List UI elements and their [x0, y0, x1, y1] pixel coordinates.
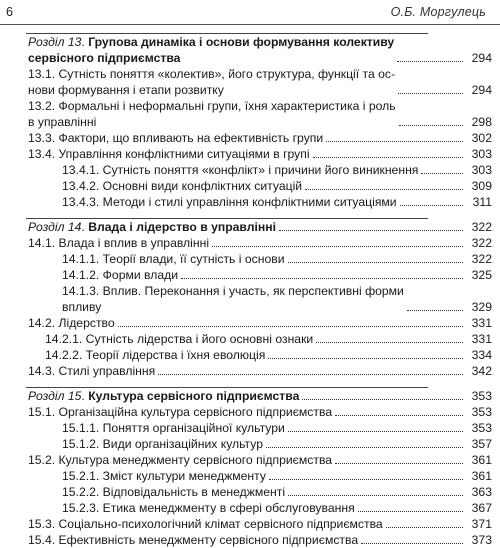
dot-leader	[335, 463, 463, 464]
chapter-label: Розділ 14	[28, 220, 82, 234]
toc-subsection-entry[interactable]	[0, 436, 500, 452]
toc-entry-line: 14.1.1. Теорії влади, її сутність і основи	[62, 252, 285, 266]
dot-leader	[212, 246, 463, 247]
dot-leader	[288, 431, 463, 432]
dot-leader	[421, 173, 463, 174]
toc-page-number: 309	[471, 179, 492, 193]
toc-page-number: 353	[471, 389, 492, 403]
toc-section-entry[interactable]	[0, 98, 500, 130]
toc-entry-line: 14.1.2. Форми влади	[62, 268, 179, 282]
dot-leader	[400, 205, 463, 206]
toc-subsection-entry[interactable]	[0, 178, 500, 194]
toc-entry-line: 15.2.1. Зміст культури менеджменту	[62, 469, 266, 483]
running-head	[0, 0, 500, 27]
toc-entry-line: 13.4.3. Методи і стилі управління конфліктними ситуаціями	[62, 195, 397, 209]
toc-section-entry[interactable]	[0, 516, 500, 532]
toc-page-number: 329	[471, 300, 492, 314]
chapter-rule	[26, 218, 428, 219]
chapter-title: Культура сервісного підприємства	[88, 389, 300, 403]
chapter-title-line: Розділ 13. Групова динаміка і основи формування колективу	[28, 35, 395, 49]
toc-chapter-entry[interactable]	[0, 388, 500, 404]
dot-leader	[358, 511, 463, 512]
toc-entry-line: 13.2. Формальні і неформальні групи, їхня характеристика і роль	[28, 99, 396, 113]
toc-entry-line: 15.4. Ефективність менеджменту сервісного підприємства	[28, 533, 359, 547]
toc-section-entry[interactable]	[0, 363, 500, 379]
dot-leader	[316, 342, 463, 343]
toc-page-number: 303	[471, 163, 492, 177]
toc-page-number: 361	[471, 453, 492, 467]
toc-subsection-entry[interactable]	[0, 347, 500, 363]
toc-subsection-entry[interactable]	[0, 194, 500, 210]
toc-entry-line: 15.2. Культура менеджменту сервісного підприємства	[28, 453, 333, 467]
chapter-title-line: Розділ 14. Влада і лідерство в управлінні	[28, 220, 277, 234]
toc-entry-line: 13.4.1. Сутність поняття «конфлікт» і причини його виникнення	[62, 163, 419, 177]
toc-page-number: 342	[471, 364, 492, 378]
running-head-author: О.Б. Моргулець	[390, 5, 486, 19]
toc-entry-line: 13.1. Сутність поняття «колектив», його структура, функції та ос-	[28, 67, 396, 81]
dot-leader	[313, 157, 463, 158]
toc-page-number: 325	[471, 268, 492, 282]
toc-section-entry[interactable]	[0, 130, 500, 146]
toc-page-number: 353	[471, 421, 492, 435]
toc-entry-line: 14.1. Влада і вплив в управлінні	[28, 236, 210, 250]
chapter-rule	[26, 33, 428, 34]
dot-leader	[268, 358, 463, 359]
dot-leader	[181, 278, 463, 279]
toc-chapter-entry[interactable]	[0, 219, 500, 235]
dot-leader	[397, 61, 463, 62]
toc-subsection-entry[interactable]	[0, 162, 500, 178]
toc-subsection-entry[interactable]	[0, 267, 500, 283]
toc-page-number: 322	[471, 220, 492, 234]
toc-section-entry[interactable]	[0, 66, 500, 98]
dot-leader	[326, 141, 463, 142]
chapter-title: Влада і лідерство в управлінні	[88, 220, 277, 234]
toc-section-entry[interactable]	[0, 452, 500, 468]
toc-entry-line: 13.4. Управління конфліктними ситуаціями в групі	[28, 147, 310, 161]
dot-leader	[386, 527, 463, 528]
dot-leader	[407, 310, 463, 311]
toc-subsection-entry[interactable]	[0, 500, 500, 516]
toc-page-number: 298	[471, 115, 492, 129]
toc-entry-line: впливу	[62, 300, 102, 314]
toc-entry-line: 13.3. Фактори, що впливають на ефективність групи	[28, 131, 324, 145]
toc-entry-line: 13.4.2. Основні види конфліктних ситуацій	[62, 179, 303, 193]
dot-leader	[158, 374, 463, 375]
toc-entry-line: 14.2.1. Сутність лідерства і його основні ознаки	[45, 332, 314, 346]
toc-entry-line: 14.2.2. Теорії лідерства і їхня еволюція	[45, 348, 266, 362]
page-number: 6	[6, 5, 13, 19]
toc-entry-line: 15.2.3. Етика менеджменту в сфері обслуговування	[62, 501, 355, 515]
toc-entry-line: 15.1. Організаційна культура сервісного підприємства	[28, 405, 333, 419]
toc-subsection-entry[interactable]	[0, 468, 500, 484]
header-rule	[0, 24, 500, 25]
toc-page-number: 331	[471, 316, 492, 330]
toc-section-entry[interactable]	[0, 146, 500, 162]
toc-page-number: 302	[471, 131, 492, 145]
dot-leader	[118, 326, 463, 327]
toc-entry-line: 15.3. Соціально-психологічний клімат сервісного підприємства	[28, 517, 383, 531]
toc-section-entry[interactable]	[0, 404, 500, 420]
dot-leader	[288, 495, 463, 496]
toc-page-number: 322	[471, 252, 492, 266]
toc-page-number: 294	[471, 83, 492, 97]
toc-page-number: 294	[471, 51, 492, 65]
toc-entry-line: 14.1.3. Вплив. Переконання і участь, як перспективні форми	[62, 284, 404, 298]
dot-leader	[279, 230, 463, 231]
toc-page-number: 334	[471, 348, 492, 362]
toc-page-number: 363	[471, 485, 492, 499]
chapter-label: Розділ 13	[28, 35, 82, 49]
toc-entry-line: в управлінні	[28, 115, 97, 129]
chapter-title: Групова динаміка і основи формування колективу	[88, 35, 395, 49]
toc-subsection-entry[interactable]	[0, 420, 500, 436]
toc-entry-line: нови формування і етапи розвитку	[28, 83, 224, 97]
dot-leader	[302, 399, 463, 400]
toc-page-number: 361	[471, 469, 492, 483]
toc-page-number: 331	[471, 332, 492, 346]
toc-page-number: 311	[472, 195, 492, 209]
chapter-title-line: Розділ 15. Культура сервісного підприємства	[28, 389, 300, 403]
toc-subsection-entry[interactable]	[0, 283, 500, 315]
toc-section-entry[interactable]	[0, 315, 500, 331]
toc-page-number: 357	[471, 437, 492, 451]
toc-chapter-entry[interactable]	[0, 34, 500, 66]
toc-section-entry[interactable]	[0, 235, 500, 251]
toc-entry-line: 14.3. Стилі управління	[28, 364, 156, 378]
dot-leader	[361, 543, 463, 544]
table-of-contents	[0, 34, 500, 548]
toc-page-number: 303	[471, 147, 492, 161]
toc-entry-line: 15.2.2. Відповідальність в менеджменті	[62, 485, 286, 499]
toc-page-number: 353	[471, 405, 492, 419]
toc-subsection-entry[interactable]	[0, 331, 500, 347]
toc-entry-line: 14.2. Лідерство	[28, 316, 115, 330]
dot-leader	[266, 447, 463, 448]
toc-entry-line: 15.1.2. Види організаційних культур	[62, 437, 263, 451]
dot-leader	[335, 415, 463, 416]
chapter-rule	[26, 387, 428, 388]
toc-subsection-entry[interactable]	[0, 251, 500, 267]
toc-entry-line: сервісного підприємства	[28, 51, 181, 65]
toc-page-number: 373	[471, 533, 492, 547]
toc-page-number: 367	[471, 501, 492, 515]
dot-leader	[305, 189, 463, 190]
chapter-label: Розділ 15	[28, 389, 82, 403]
toc-page-number: 322	[471, 236, 492, 250]
dot-leader	[269, 479, 463, 480]
toc-section-entry[interactable]	[0, 532, 500, 548]
dot-leader	[399, 125, 463, 126]
dot-leader	[288, 262, 463, 263]
toc-subsection-entry[interactable]	[0, 484, 500, 500]
toc-entry-line: 15.1.1. Поняття організаційної культури	[62, 421, 285, 435]
toc-page-number: 371	[471, 517, 492, 531]
dot-leader	[398, 93, 463, 94]
